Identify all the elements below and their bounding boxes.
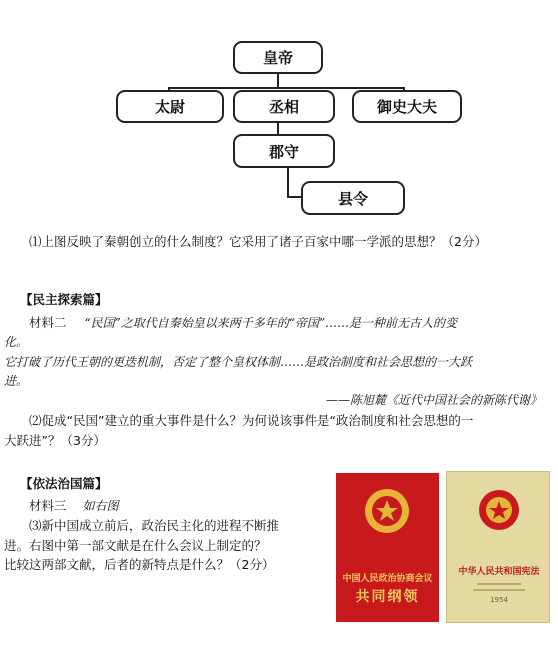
connector <box>277 72 279 88</box>
question-1: ⑴上图反映了秦朝创立的什么制度？它采用了诸子百家中哪一学派的思想？（2分） <box>29 234 487 249</box>
node-emperor-label: 皇帝 <box>262 49 293 67</box>
material-2-source: ——陈旭麓《近代中国社会的新陈代谢》 <box>325 393 542 407</box>
node-junshou-label: 郡守 <box>268 142 299 161</box>
node-taiwei-label: 太尉 <box>154 98 185 116</box>
connector <box>277 121 279 135</box>
node-taiwei <box>116 90 224 123</box>
node-xianling <box>301 181 405 215</box>
node-junshou <box>233 134 335 168</box>
common-program-image <box>336 473 439 622</box>
material-2-text: “民国”之取代自秦始皇以来两千多年的“帝国”……是一种前无古人的变 <box>84 316 458 330</box>
question-3-line-3: 比较这两部文献，后者的新特点是什么？（2分） <box>4 557 275 572</box>
common-program-title-2: 共同纲领 <box>355 589 420 605</box>
material-3-line <box>29 497 119 515</box>
node-chengxiang <box>233 90 335 123</box>
constitution-1954-image <box>446 471 550 623</box>
section-3-title: 【依法治国篇】 <box>20 476 108 491</box>
question-3-line-1: ⑶新中国成立前后，政治民主化的进程不断推 <box>29 518 280 533</box>
node-yushi <box>352 90 462 123</box>
common-program-title-1: 中国人民政治协商会议 <box>342 574 433 584</box>
constitution-title: 中华人民共和国宪法 <box>458 567 540 577</box>
connector <box>168 87 404 89</box>
constitution-year: 1954 <box>490 596 508 604</box>
material-3-text: 如右图 <box>82 499 119 513</box>
material-2-label: 材料二 <box>29 315 67 330</box>
node-emperor <box>233 41 323 74</box>
node-xianling-label: 县令 <box>337 189 368 208</box>
node-chengxiang-label: 丞相 <box>268 98 299 116</box>
connector <box>287 166 289 197</box>
question-2-line-1: ⑵促成“民国”建立的重大事件是什么？为何说该事件是“政治制度和社会思想的一 <box>29 413 474 428</box>
question-2-line-2: 大跃进”？（3分） <box>4 433 106 448</box>
material-3-label: 材料三 <box>29 498 67 513</box>
material-2-line-2: 化。 <box>4 335 29 349</box>
material-2-line-3: 它打破了历代王朝的更迭机制，否定了整个皇权体制……是政治制度和社会思想的一大跃 <box>4 355 473 369</box>
node-yushi-label: 御史大夫 <box>376 98 437 116</box>
material-2-line-4: 进。 <box>4 374 29 388</box>
question-3-line-2: 进。右图中第一部文献是在什么会议上制定的？ <box>4 538 267 553</box>
section-2-title: 【民主探索篇】 <box>20 292 108 307</box>
material-2-line-1 <box>29 314 457 332</box>
